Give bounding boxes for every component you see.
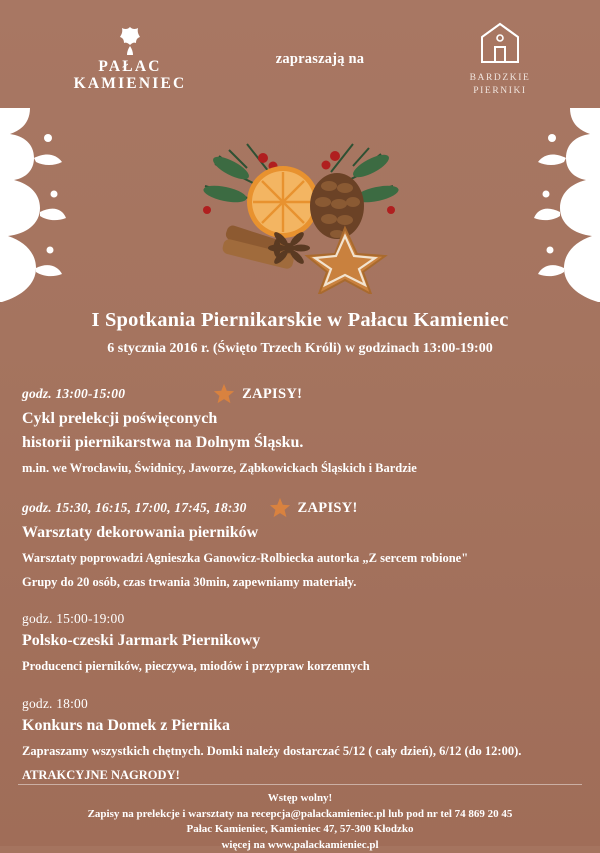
page-title: I Spotkania Piernikarskie w Pałacu Kamieniec — [91, 309, 509, 331]
program-item-desc2: Grupy do 20 osób, czas trwania 30min, zapewniamy materiały. — [22, 575, 357, 590]
program-item-time-row — [22, 497, 578, 519]
program-item-heading-line1: Polsko-czeski Jarmark Piernikowy — [22, 632, 261, 650]
program-item-heading-line1: Konkurs na Domek z Piernika — [22, 716, 231, 734]
program-item-heading-line1: Warsztaty dekorowania pierników — [22, 524, 259, 542]
program-item-desc1: Producenci pierników, pieczywa, miodów i przypraw korzennych — [22, 659, 370, 674]
logo-left-line1: PAŁAC — [98, 57, 162, 75]
program-item-time-row — [22, 696, 578, 712]
program-item-heading-line2: historii piernikarstwa na Dolnym Śląsku. — [22, 434, 304, 451]
bardzkie-pierniki-wordmark — [470, 72, 531, 98]
program-item — [22, 383, 578, 477]
program-item-time: godz. 13:00-15:00 — [22, 386, 126, 401]
footer-line1: Wstęp wolny! — [267, 792, 333, 804]
palac-kamieniec-wordmark — [74, 58, 187, 93]
program-item — [22, 611, 578, 675]
program-item-time-row — [22, 611, 578, 627]
program-item — [22, 497, 578, 591]
program-item-time: godz. 15:30, 16:15, 17:00, 17:45, 18:30 — [22, 500, 247, 516]
program-item-time-row — [22, 383, 578, 405]
logo-right-line2: PIERNIKI — [473, 86, 527, 96]
signup-label: ZAPISY! — [242, 385, 303, 402]
palac-kamieniec-logo — [40, 26, 220, 93]
signup-badge[interactable] — [269, 497, 358, 519]
program-item-desc2: ATRAKCYJNE NAGRODY! — [22, 767, 180, 782]
page-subtitle: 6 stycznia 2016 r. (Święto Trzech Króli) w godzinach 13:00-19:00 — [107, 341, 493, 356]
footer-line2: Zapisy na prelekcje i warsztaty na recepcja@palackamieniec.pl lub pod nr tel 74 869 20 45 — [87, 807, 513, 820]
invite-text: zapraszają na — [275, 50, 365, 67]
program-item-heading-line1: Cykl prelekcji poświęconych — [22, 410, 218, 427]
bardzkie-pierniki-logo — [440, 20, 560, 98]
program-item-desc1: Zapraszamy wszystkich chętnych. Domki należy dostarczać 5/12 ( cały dzień), 6/12 (do 12:00). — [22, 743, 522, 758]
title-block — [0, 309, 600, 357]
footer-line3: Pałac Kamieniec, Kamieniec 47, 57-300 Kłodzko — [186, 823, 414, 836]
christmas-spices-photo — [185, 124, 415, 294]
program-item-time: godz. 18:00 — [22, 695, 88, 711]
program-item-desc1: m.in. we Wrocławiu, Świdnicy, Jaworze, Ząbkowickach Śląskich i Bardzie — [22, 461, 417, 475]
poster-footer — [18, 784, 582, 851]
gingerbread-star-icon — [213, 383, 235, 405]
program-item-desc1: Warsztaty poprowadzi Agnieszka Ganowicz-Rolbiecka autorka „Z sercem robione" — [22, 551, 469, 566]
footer-line4: więcej na www.palackamieniec.pl — [221, 838, 379, 851]
logo-right-line1: BARDZKIE — [469, 73, 531, 84]
signup-label: ZAPISY! — [297, 499, 358, 516]
crest-icon — [119, 26, 141, 56]
poster-header — [0, 0, 600, 118]
program-item — [22, 696, 578, 784]
program-list — [0, 357, 600, 784]
program-item-time: godz. 15:00-19:00 — [22, 611, 125, 627]
hero-image-area — [0, 124, 600, 299]
logo-left-line2: KAMIENIEC — [73, 75, 187, 92]
gingerbread-house-icon — [477, 20, 523, 66]
gingerbread-star-icon — [269, 497, 291, 519]
signup-badge[interactable] — [213, 383, 302, 405]
